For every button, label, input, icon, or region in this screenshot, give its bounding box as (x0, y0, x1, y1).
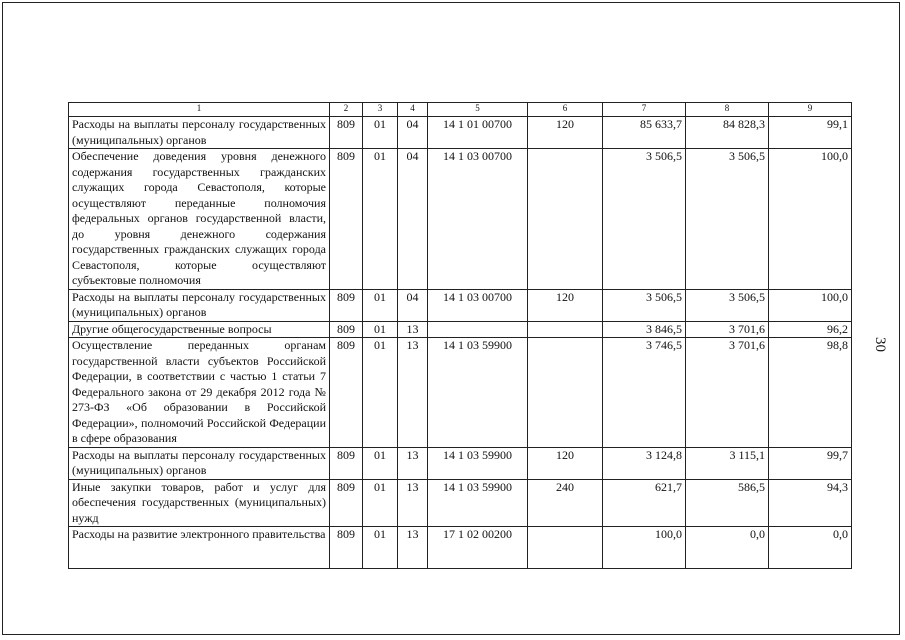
header-col-4: 4 (398, 103, 428, 117)
row-description: Расходы на развитие электронного правительства (69, 527, 330, 569)
row-ministry-code: 809 (330, 149, 363, 290)
row-description: Расходы на выплаты персоналу государственных (муниципальных) органов (69, 289, 330, 321)
row-subsection: 13 (398, 447, 428, 479)
row-expense-type (528, 527, 603, 569)
header-col-3: 3 (363, 103, 398, 117)
row-subsection: 13 (398, 321, 428, 338)
row-value-percent: 100,0 (769, 149, 852, 290)
row-ministry-code: 809 (330, 479, 363, 527)
row-target-article: 14 1 03 59900 (428, 447, 528, 479)
row-expense-type: 120 (528, 289, 603, 321)
row-value-percent: 98,8 (769, 338, 852, 448)
row-value-actual: 3 115,1 (686, 447, 769, 479)
header-col-8: 8 (686, 103, 769, 117)
row-section: 01 (363, 289, 398, 321)
row-value-percent: 100,0 (769, 289, 852, 321)
table-row (69, 447, 852, 479)
header-col-1: 1 (69, 103, 330, 117)
row-description: Иные закупки товаров, работ и услуг для обеспечения государственных (муниципальных) нужд (69, 479, 330, 527)
row-expense-type: 120 (528, 117, 603, 149)
row-value-percent: 94,3 (769, 479, 852, 527)
row-ministry-code: 809 (330, 321, 363, 338)
row-subsection: 13 (398, 479, 428, 527)
row-value-percent: 96,2 (769, 321, 852, 338)
table-row (69, 527, 852, 569)
row-ministry-code: 809 (330, 527, 363, 569)
row-target-article: 14 1 01 00700 (428, 117, 528, 149)
table-row (69, 479, 852, 527)
row-expense-type (528, 321, 603, 338)
row-description: Расходы на выплаты персоналу государственных (муниципальных) органов (69, 117, 330, 149)
header-col-2: 2 (330, 103, 363, 117)
row-value-actual: 3 506,5 (686, 289, 769, 321)
table-row (69, 321, 852, 338)
row-section: 01 (363, 527, 398, 569)
row-section: 01 (363, 321, 398, 338)
row-value-planned: 3 846,5 (603, 321, 686, 338)
row-section: 01 (363, 117, 398, 149)
header-col-9: 9 (769, 103, 852, 117)
row-expense-type: 120 (528, 447, 603, 479)
row-section: 01 (363, 479, 398, 527)
row-ministry-code: 809 (330, 117, 363, 149)
row-target-article: 14 1 03 00700 (428, 289, 528, 321)
row-description: Осуществление переданных органам государственной власти субъектов Российской Федерации, в соответствии с частью 1 статьи 7 Федерального закона от 29 декабря 2012 года № 273-ФЗ «Об образовании в Российской Федерации», полномочий Российской Федерации в сфере образования (69, 338, 330, 448)
row-value-planned: 3 506,5 (603, 289, 686, 321)
row-subsection: 13 (398, 527, 428, 569)
row-target-article: 17 1 02 00200 (428, 527, 528, 569)
row-value-planned: 3 124,8 (603, 447, 686, 479)
row-value-actual: 3 701,6 (686, 321, 769, 338)
row-value-planned: 85 633,7 (603, 117, 686, 149)
row-target-article: 14 1 03 00700 (428, 149, 528, 290)
header-col-5: 5 (428, 103, 528, 117)
budget-table (68, 102, 852, 569)
row-value-actual: 3 701,6 (686, 338, 769, 448)
table-row (69, 117, 852, 149)
row-subsection: 04 (398, 289, 428, 321)
row-value-percent: 0,0 (769, 527, 852, 569)
row-section: 01 (363, 447, 398, 479)
row-ministry-code: 809 (330, 338, 363, 448)
row-description: Обеспечение доведения уровня денежного содержания государственных гражданских служащих города Севастополя, которые осуществляют переданные полномочия федеральных органов государственной власти, до уровня денежного содержания государственных гражданских служащих города Севастополя, которые осуществляют субъектовые полномочия (69, 149, 330, 290)
row-description: Расходы на выплаты персоналу государственных (муниципальных) органов (69, 447, 330, 479)
table-row (69, 149, 852, 290)
table-row (69, 289, 852, 321)
row-subsection: 04 (398, 117, 428, 149)
row-ministry-code: 809 (330, 289, 363, 321)
row-description: Другие общегосударственные вопросы (69, 321, 330, 338)
row-section: 01 (363, 338, 398, 448)
row-value-actual: 84 828,3 (686, 117, 769, 149)
page-number: 30 (872, 337, 888, 352)
row-target-article: 14 1 03 59900 (428, 479, 528, 527)
row-value-actual: 0,0 (686, 527, 769, 569)
header-col-6: 6 (528, 103, 603, 117)
row-ministry-code: 809 (330, 447, 363, 479)
row-expense-type: 240 (528, 479, 603, 527)
row-value-planned: 621,7 (603, 479, 686, 527)
row-value-percent: 99,1 (769, 117, 852, 149)
table-row (69, 338, 852, 448)
row-subsection: 13 (398, 338, 428, 448)
row-value-planned: 3 506,5 (603, 149, 686, 290)
row-value-percent: 99,7 (769, 447, 852, 479)
row-expense-type (528, 149, 603, 290)
row-subsection: 04 (398, 149, 428, 290)
header-row (69, 103, 852, 117)
row-value-planned: 100,0 (603, 527, 686, 569)
row-section: 01 (363, 149, 398, 290)
row-value-planned: 3 746,5 (603, 338, 686, 448)
row-expense-type (528, 338, 603, 448)
row-target-article (428, 321, 528, 338)
row-value-actual: 586,5 (686, 479, 769, 527)
header-col-7: 7 (603, 103, 686, 117)
row-target-article: 14 1 03 59900 (428, 338, 528, 448)
row-value-actual: 3 506,5 (686, 149, 769, 290)
